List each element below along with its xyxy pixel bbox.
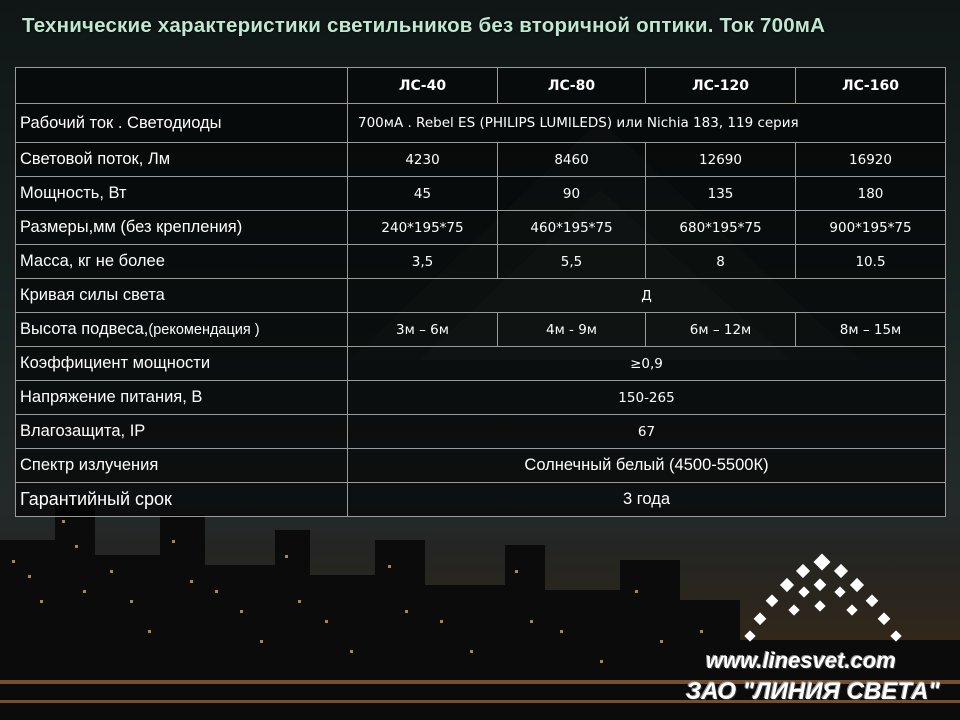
page-title: Технические характеристики светильников без вторичной оптики. Ток 700мА <box>22 14 826 37</box>
row-label-current-leds: Рабочий ток . Светодиоды <box>16 104 348 143</box>
row-value-light-curve: Д <box>348 279 946 313</box>
table-row <box>16 279 946 313</box>
row-value-luminous-flux-ls80: 8460 <box>498 143 646 177</box>
row-value-spectrum: Солнечный белый (4500-5500К) <box>348 449 946 483</box>
row-label-ip-rating: Влагозащита, IP <box>16 415 348 449</box>
row-value-power-ls160: 180 <box>796 177 946 211</box>
header-cell-ls120: ЛС-120 <box>646 68 796 104</box>
row-value-power-ls120: 135 <box>646 177 796 211</box>
table-row <box>16 245 946 279</box>
row-value-dimensions-ls80: 460*195*75 <box>498 211 646 245</box>
row-value-mounting-height-ls120: 6м – 12м <box>646 313 796 347</box>
row-label-dimensions: Размеры,мм (без крепления) <box>16 211 348 245</box>
row-label-supply-voltage: Напряжение питания, В <box>16 381 348 415</box>
table-row <box>16 381 946 415</box>
row-label-mounting-height <box>16 313 348 347</box>
row-value-warranty: 3 года <box>348 483 946 517</box>
table-header-row <box>16 68 946 104</box>
row-value-mass-ls120: 8 <box>646 245 796 279</box>
row-value-mounting-height-ls40: 3м – 6м <box>348 313 498 347</box>
header-cell-ls160: ЛС-160 <box>796 68 946 104</box>
row-value-luminous-flux-ls160: 16920 <box>796 143 946 177</box>
table-row <box>16 143 946 177</box>
row-value-supply-voltage: 150-265 <box>348 381 946 415</box>
row-value-power-ls80: 90 <box>498 177 646 211</box>
row-value-dimensions-ls40: 240*195*75 <box>348 211 498 245</box>
company-website: www.linesvet.com <box>706 648 896 673</box>
row-value-power-factor: ≥0,9 <box>348 347 946 381</box>
company-name: ЗАО "ЛИНИЯ СВЕТА" <box>686 678 940 705</box>
row-value-mounting-height-ls80: 4м - 9м <box>498 313 646 347</box>
row-value-mass-ls160: 10.5 <box>796 245 946 279</box>
row-value-dimensions-ls120: 680*195*75 <box>646 211 796 245</box>
mounting-height-label: Высота подвеса, <box>20 320 149 338</box>
table-row <box>16 415 946 449</box>
table-row <box>16 104 946 143</box>
row-value-current-leds: 700мА . Rebel ES (PHILIPS LUMILEDS) или Nichia 183, 119 серия <box>348 104 946 143</box>
header-cell-ls40: ЛС-40 <box>348 68 498 104</box>
row-label-warranty: Гарантийный срок <box>16 483 348 517</box>
row-label-power: Мощность, Вт <box>16 177 348 211</box>
header-cell-empty <box>16 68 348 104</box>
row-value-mass-ls40: 3,5 <box>348 245 498 279</box>
row-value-luminous-flux-ls40: 4230 <box>348 143 498 177</box>
table-row <box>16 211 946 245</box>
row-label-mass: Масса, кг не более <box>16 245 348 279</box>
row-value-mass-ls80: 5,5 <box>498 245 646 279</box>
row-value-luminous-flux-ls120: 12690 <box>646 143 796 177</box>
row-value-mounting-height-ls160: 8м – 15м <box>796 313 946 347</box>
row-label-power-factor: Коэффициент мощности <box>16 347 348 381</box>
row-label-light-curve: Кривая силы света <box>16 279 348 313</box>
row-label-luminous-flux: Световой поток, Лм <box>16 143 348 177</box>
row-label-spectrum: Спектр излучения <box>16 449 348 483</box>
table-row <box>16 449 946 483</box>
company-logo-icon <box>728 548 918 648</box>
table-row <box>16 347 946 381</box>
mounting-height-note: (рекомендация ) <box>148 322 260 338</box>
specifications-table <box>15 67 946 517</box>
table-row <box>16 313 946 347</box>
table-row <box>16 177 946 211</box>
row-value-ip-rating: 67 <box>348 415 946 449</box>
table-row <box>16 483 946 517</box>
row-value-power-ls40: 45 <box>348 177 498 211</box>
row-value-dimensions-ls160: 900*195*75 <box>796 211 946 245</box>
header-cell-ls80: ЛС-80 <box>498 68 646 104</box>
